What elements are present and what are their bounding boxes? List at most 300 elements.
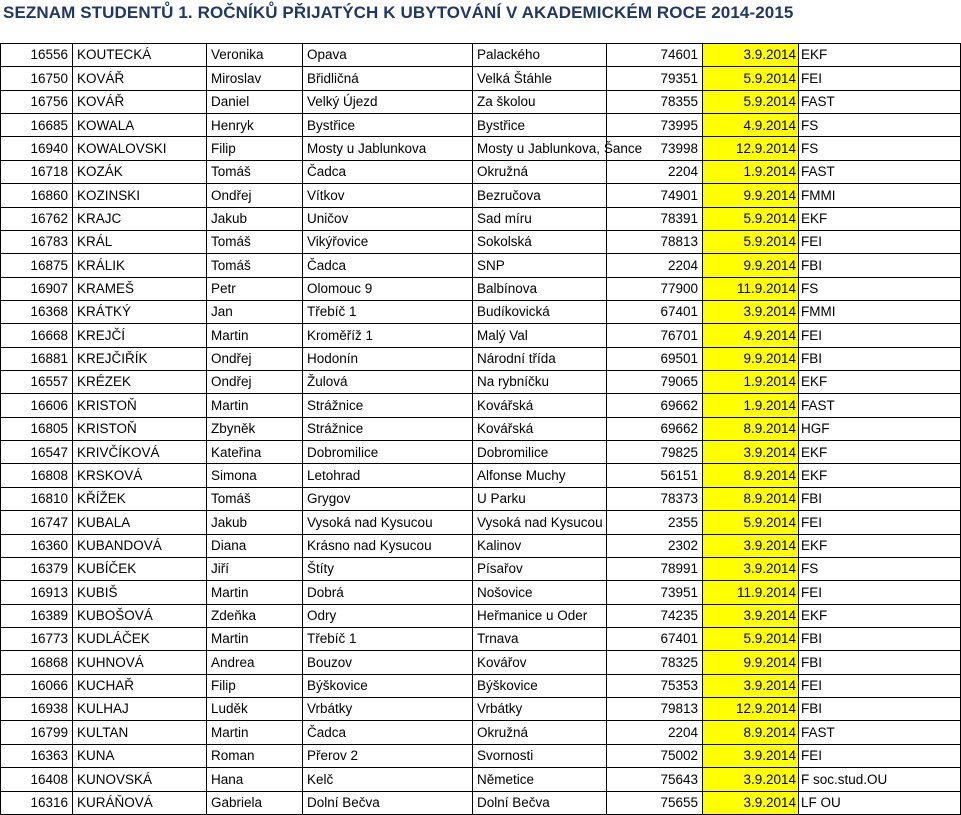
surname-cell: KREJČÍ <box>73 324 207 347</box>
table-row <box>1 464 961 487</box>
zip-cell: 69662 <box>607 417 703 440</box>
street-cell: Vrbátky <box>473 698 607 721</box>
surname-cell: KOUTECKÁ <box>73 44 207 67</box>
date-cell: 3.9.2014 <box>703 768 799 791</box>
table-row <box>1 207 961 230</box>
firstname-cell: Veronika <box>207 44 303 67</box>
surname-cell: KOZÁK <box>73 160 207 183</box>
date-cell: 4.9.2014 <box>703 114 799 137</box>
zip-cell: 67401 <box>607 300 703 323</box>
date-cell: 5.9.2014 <box>703 207 799 230</box>
faculty-cell: FEI <box>799 511 961 534</box>
date-cell: 12.9.2014 <box>703 698 799 721</box>
city-cell: Dobromilice <box>303 441 473 464</box>
street-cell: Okružná <box>473 160 607 183</box>
city-cell: Kelč <box>303 768 473 791</box>
table-row <box>1 44 961 67</box>
surname-cell: KUBÍČEK <box>73 557 207 580</box>
firstname-cell: Zdeňka <box>207 604 303 627</box>
date-cell: 5.9.2014 <box>703 511 799 534</box>
surname-cell: KUBOŠOVÁ <box>73 604 207 627</box>
date-cell: 9.9.2014 <box>703 254 799 277</box>
faculty-cell: FS <box>799 277 961 300</box>
city-cell: Vrbátky <box>303 698 473 721</box>
date-cell: 8.9.2014 <box>703 721 799 744</box>
firstname-cell: Jiří <box>207 557 303 580</box>
student-id-cell: 16750 <box>1 67 73 90</box>
surname-cell: KUCHAŘ <box>73 674 207 697</box>
street-cell: Bezručova <box>473 184 607 207</box>
table-row <box>1 487 961 510</box>
street-cell: Dobromilice <box>473 441 607 464</box>
student-id-cell: 16868 <box>1 651 73 674</box>
street-cell: Němetice <box>473 768 607 791</box>
street-cell: Dolní Bečva <box>473 791 607 814</box>
street-cell: Trnava <box>473 627 607 650</box>
zip-cell: 73998 <box>607 137 703 160</box>
table-row <box>1 534 961 557</box>
zip-cell: 74901 <box>607 184 703 207</box>
table-row <box>1 324 961 347</box>
student-id-cell: 16368 <box>1 300 73 323</box>
street-cell: Budíkovická <box>473 300 607 323</box>
city-cell: Třebíč 1 <box>303 627 473 650</box>
surname-cell: KOVÁŘ <box>73 90 207 113</box>
date-cell: 3.9.2014 <box>703 791 799 814</box>
street-cell: Alfonse Muchy <box>473 464 607 487</box>
city-cell: Kroměříž 1 <box>303 324 473 347</box>
faculty-cell: FEI <box>799 744 961 767</box>
zip-cell: 78391 <box>607 207 703 230</box>
zip-cell: 2302 <box>607 534 703 557</box>
table-row <box>1 137 961 160</box>
firstname-cell: Zbyněk <box>207 417 303 440</box>
zip-cell: 78373 <box>607 487 703 510</box>
student-id-cell: 16860 <box>1 184 73 207</box>
faculty-cell: FAST <box>799 721 961 744</box>
city-cell: Třebíč 1 <box>303 300 473 323</box>
faculty-cell: EKF <box>799 441 961 464</box>
date-cell: 3.9.2014 <box>703 557 799 580</box>
city-cell: Opava <box>303 44 473 67</box>
faculty-cell: EKF <box>799 534 961 557</box>
student-id-cell: 16363 <box>1 744 73 767</box>
city-cell: Olomouc 9 <box>303 277 473 300</box>
city-cell: Břidličná <box>303 67 473 90</box>
faculty-cell: FEI <box>799 230 961 253</box>
faculty-cell: FEI <box>799 67 961 90</box>
firstname-cell: Ondřej <box>207 184 303 207</box>
street-cell: U Parku <box>473 487 607 510</box>
surname-cell: KOWALA <box>73 114 207 137</box>
surname-cell: KURÁŇOVÁ <box>73 791 207 814</box>
faculty-cell: FMMI <box>799 184 961 207</box>
student-id-cell: 16379 <box>1 557 73 580</box>
date-cell: 9.9.2014 <box>703 347 799 370</box>
street-cell: Býškovice <box>473 674 607 697</box>
student-id-cell: 16773 <box>1 627 73 650</box>
student-id-cell: 16316 <box>1 791 73 814</box>
faculty-cell: FEI <box>799 324 961 347</box>
faculty-cell: FBI <box>799 347 961 370</box>
table-row <box>1 744 961 767</box>
firstname-cell: Martin <box>207 627 303 650</box>
zip-cell: 77900 <box>607 277 703 300</box>
city-cell: Hodonín <box>303 347 473 370</box>
street-cell: Heřmanice u Oder <box>473 604 607 627</box>
surname-cell: KUDLÁČEK <box>73 627 207 650</box>
faculty-cell: FAST <box>799 394 961 417</box>
street-cell: Vysoká nad Kysucou <box>473 511 607 534</box>
table-row <box>1 441 961 464</box>
table-row <box>1 791 961 814</box>
firstname-cell: Jan <box>207 300 303 323</box>
street-cell: Okružná <box>473 721 607 744</box>
street-cell: Nošovice <box>473 581 607 604</box>
city-cell: Žulová <box>303 371 473 394</box>
table-row <box>1 90 961 113</box>
city-cell: Mosty u Jablunkova <box>303 137 473 160</box>
faculty-cell: FS <box>799 114 961 137</box>
city-cell: Bystřice <box>303 114 473 137</box>
date-cell: 12.9.2014 <box>703 137 799 160</box>
student-id-cell: 16875 <box>1 254 73 277</box>
faculty-cell: FMMI <box>799 300 961 323</box>
firstname-cell: Gabriela <box>207 791 303 814</box>
surname-cell: KOZINSKI <box>73 184 207 207</box>
surname-cell: KRÉZEK <box>73 371 207 394</box>
city-cell: Vysoká nad Kysucou <box>303 511 473 534</box>
city-cell: Bouzov <box>303 651 473 674</box>
city-cell: Strážnice <box>303 417 473 440</box>
date-cell: 9.9.2014 <box>703 184 799 207</box>
firstname-cell: Filip <box>207 674 303 697</box>
table-row <box>1 768 961 791</box>
surname-cell: KREJČIŘÍK <box>73 347 207 370</box>
zip-cell: 78813 <box>607 230 703 253</box>
student-id-cell: 16756 <box>1 90 73 113</box>
date-cell: 3.9.2014 <box>703 674 799 697</box>
date-cell: 3.9.2014 <box>703 604 799 627</box>
street-cell: Národní třída <box>473 347 607 370</box>
street-cell: Na rybníčku <box>473 371 607 394</box>
street-cell: Kalinov <box>473 534 607 557</box>
date-cell: 1.9.2014 <box>703 394 799 417</box>
table-row <box>1 511 961 534</box>
zip-cell: 75353 <box>607 674 703 697</box>
faculty-cell: EKF <box>799 44 961 67</box>
student-id-cell: 16805 <box>1 417 73 440</box>
firstname-cell: Filip <box>207 137 303 160</box>
date-cell: 3.9.2014 <box>703 44 799 67</box>
table-row <box>1 184 961 207</box>
city-cell: Vítkov <box>303 184 473 207</box>
surname-cell: KOWALOVSKI <box>73 137 207 160</box>
student-id-cell: 16668 <box>1 324 73 347</box>
zip-cell: 75002 <box>607 744 703 767</box>
faculty-cell: F soc.stud.OU <box>799 768 961 791</box>
date-cell: 1.9.2014 <box>703 371 799 394</box>
student-id-cell: 16762 <box>1 207 73 230</box>
city-cell: Štíty <box>303 557 473 580</box>
firstname-cell: Diana <box>207 534 303 557</box>
table-row <box>1 651 961 674</box>
table-row <box>1 417 961 440</box>
street-cell: Kovářská <box>473 394 607 417</box>
table-row <box>1 581 961 604</box>
page-title: SEZNAM STUDENTŮ 1. ROČNÍKŮ PŘIJATÝCH K UBYTOVÁNÍ V AKADEMICKÉM ROCE 2014-2015 <box>3 3 794 22</box>
table-row <box>1 698 961 721</box>
surname-cell: KUBANDOVÁ <box>73 534 207 557</box>
student-id-cell: 16389 <box>1 604 73 627</box>
zip-cell: 2204 <box>607 254 703 277</box>
zip-cell: 2204 <box>607 160 703 183</box>
firstname-cell: Hana <box>207 768 303 791</box>
date-cell: 8.9.2014 <box>703 464 799 487</box>
table-row <box>1 627 961 650</box>
student-id-cell: 16940 <box>1 137 73 160</box>
street-cell: Svornosti <box>473 744 607 767</box>
zip-cell: 74601 <box>607 44 703 67</box>
surname-cell: KRIVČÍKOVÁ <box>73 441 207 464</box>
faculty-cell: EKF <box>799 464 961 487</box>
firstname-cell: Jakub <box>207 207 303 230</box>
street-cell: Palackého <box>473 44 607 67</box>
surname-cell: KUHNOVÁ <box>73 651 207 674</box>
city-cell: Strážnice <box>303 394 473 417</box>
firstname-cell: Ondřej <box>207 347 303 370</box>
faculty-cell: EKF <box>799 371 961 394</box>
street-cell: Písařov <box>473 557 607 580</box>
date-cell: 11.9.2014 <box>703 277 799 300</box>
firstname-cell: Ondřej <box>207 371 303 394</box>
zip-cell: 2355 <box>607 511 703 534</box>
date-cell: 11.9.2014 <box>703 581 799 604</box>
city-cell: Čadca <box>303 160 473 183</box>
firstname-cell: Daniel <box>207 90 303 113</box>
students-table <box>0 43 961 815</box>
surname-cell: KŘÍŽEK <box>73 487 207 510</box>
student-id-cell: 16066 <box>1 674 73 697</box>
faculty-cell: FS <box>799 137 961 160</box>
faculty-cell: FBI <box>799 487 961 510</box>
faculty-cell: FS <box>799 557 961 580</box>
table-row <box>1 394 961 417</box>
table-row <box>1 347 961 370</box>
table-row <box>1 721 961 744</box>
date-cell: 9.9.2014 <box>703 651 799 674</box>
city-cell: Býškovice <box>303 674 473 697</box>
firstname-cell: Tomáš <box>207 487 303 510</box>
city-cell: Krásno nad Kysucou <box>303 534 473 557</box>
table-row <box>1 254 961 277</box>
date-cell: 1.9.2014 <box>703 160 799 183</box>
zip-cell: 67401 <box>607 627 703 650</box>
street-cell: Sokolská <box>473 230 607 253</box>
city-cell: Přerov 2 <box>303 744 473 767</box>
surname-cell: KRÁL <box>73 230 207 253</box>
zip-cell: 75655 <box>607 791 703 814</box>
student-id-cell: 16718 <box>1 160 73 183</box>
firstname-cell: Martin <box>207 324 303 347</box>
city-cell: Čadca <box>303 721 473 744</box>
faculty-cell: HGF <box>799 417 961 440</box>
city-cell: Grygov <box>303 487 473 510</box>
firstname-cell: Tomáš <box>207 160 303 183</box>
street-cell: Mosty u Jablunkova, Šance <box>473 137 607 160</box>
student-id-cell: 16808 <box>1 464 73 487</box>
table-row <box>1 557 961 580</box>
surname-cell: KRSKOVÁ <box>73 464 207 487</box>
firstname-cell: Miroslav <box>207 67 303 90</box>
firstname-cell: Martin <box>207 581 303 604</box>
street-cell: Malý Val <box>473 324 607 347</box>
firstname-cell: Petr <box>207 277 303 300</box>
surname-cell: KRÁTKÝ <box>73 300 207 323</box>
zip-cell: 69662 <box>607 394 703 417</box>
date-cell: 3.9.2014 <box>703 534 799 557</box>
student-id-cell: 16556 <box>1 44 73 67</box>
student-id-cell: 16783 <box>1 230 73 253</box>
firstname-cell: Jakub <box>207 511 303 534</box>
date-cell: 3.9.2014 <box>703 744 799 767</box>
student-id-cell: 16360 <box>1 534 73 557</box>
table-row <box>1 674 961 697</box>
faculty-cell: FBI <box>799 651 961 674</box>
student-id-cell: 16881 <box>1 347 73 370</box>
surname-cell: KUNA <box>73 744 207 767</box>
firstname-cell: Andrea <box>207 651 303 674</box>
date-cell: 5.9.2014 <box>703 627 799 650</box>
zip-cell: 78325 <box>607 651 703 674</box>
surname-cell: KOVÁŘ <box>73 67 207 90</box>
student-id-cell: 16913 <box>1 581 73 604</box>
student-id-cell: 16938 <box>1 698 73 721</box>
firstname-cell: Martin <box>207 721 303 744</box>
firstname-cell: Henryk <box>207 114 303 137</box>
faculty-cell: FBI <box>799 698 961 721</box>
student-id-cell: 16557 <box>1 371 73 394</box>
zip-cell: 56151 <box>607 464 703 487</box>
date-cell: 5.9.2014 <box>703 67 799 90</box>
table-row <box>1 67 961 90</box>
street-cell: SNP <box>473 254 607 277</box>
surname-cell: KUBALA <box>73 511 207 534</box>
table-row <box>1 160 961 183</box>
surname-cell: KULHAJ <box>73 698 207 721</box>
firstname-cell: Tomáš <box>207 230 303 253</box>
street-cell: Za školou <box>473 90 607 113</box>
table-row <box>1 371 961 394</box>
zip-cell: 79351 <box>607 67 703 90</box>
zip-cell: 69501 <box>607 347 703 370</box>
date-cell: 3.9.2014 <box>703 300 799 323</box>
zip-cell: 79065 <box>607 371 703 394</box>
table-row <box>1 604 961 627</box>
date-cell: 8.9.2014 <box>703 417 799 440</box>
city-cell: Velký Újezd <box>303 90 473 113</box>
zip-cell: 76701 <box>607 324 703 347</box>
street-cell: Kovářov <box>473 651 607 674</box>
student-id-cell: 16747 <box>1 511 73 534</box>
zip-cell: 73995 <box>607 114 703 137</box>
zip-cell: 78355 <box>607 90 703 113</box>
faculty-cell: FAST <box>799 160 961 183</box>
faculty-cell: FAST <box>799 90 961 113</box>
zip-cell: 78991 <box>607 557 703 580</box>
faculty-cell: EKF <box>799 207 961 230</box>
zip-cell: 74235 <box>607 604 703 627</box>
street-cell: Velká Štáhle <box>473 67 607 90</box>
city-cell: Uničov <box>303 207 473 230</box>
firstname-cell: Roman <box>207 744 303 767</box>
faculty-cell: FBI <box>799 254 961 277</box>
faculty-cell: EKF <box>799 604 961 627</box>
surname-cell: KRÁLIK <box>73 254 207 277</box>
surname-cell: KUNOVSKÁ <box>73 768 207 791</box>
zip-cell: 79813 <box>607 698 703 721</box>
surname-cell: KUBIŠ <box>73 581 207 604</box>
date-cell: 4.9.2014 <box>703 324 799 347</box>
student-id-cell: 16810 <box>1 487 73 510</box>
firstname-cell: Simona <box>207 464 303 487</box>
city-cell: Odry <box>303 604 473 627</box>
firstname-cell: Martin <box>207 394 303 417</box>
firstname-cell: Kateřina <box>207 441 303 464</box>
faculty-cell: FEI <box>799 674 961 697</box>
student-id-cell: 16408 <box>1 768 73 791</box>
student-id-cell: 16606 <box>1 394 73 417</box>
faculty-cell: FBI <box>799 627 961 650</box>
faculty-cell: LF OU <box>799 791 961 814</box>
surname-cell: KULTAN <box>73 721 207 744</box>
table-row <box>1 114 961 137</box>
table-row <box>1 277 961 300</box>
surname-cell: KRISTOŇ <box>73 417 207 440</box>
street-cell: Balbínova <box>473 277 607 300</box>
street-cell: Sad míru <box>473 207 607 230</box>
date-cell: 3.9.2014 <box>703 441 799 464</box>
city-cell: Vikýřovice <box>303 230 473 253</box>
firstname-cell: Tomáš <box>207 254 303 277</box>
surname-cell: KRAMEŠ <box>73 277 207 300</box>
city-cell: Dolní Bečva <box>303 791 473 814</box>
street-cell: Kovářská <box>473 417 607 440</box>
student-id-cell: 16547 <box>1 441 73 464</box>
city-cell: Letohrad <box>303 464 473 487</box>
street-cell: Bystřice <box>473 114 607 137</box>
city-cell: Čadca <box>303 254 473 277</box>
faculty-cell: FEI <box>799 581 961 604</box>
date-cell: 8.9.2014 <box>703 487 799 510</box>
students-table-body <box>1 44 961 815</box>
date-cell: 5.9.2014 <box>703 230 799 253</box>
surname-cell: KRAJC <box>73 207 207 230</box>
table-row <box>1 230 961 253</box>
firstname-cell: Luděk <box>207 698 303 721</box>
city-cell: Dobrá <box>303 581 473 604</box>
surname-cell: KRISTOŇ <box>73 394 207 417</box>
student-id-cell: 16799 <box>1 721 73 744</box>
zip-cell: 73951 <box>607 581 703 604</box>
student-id-cell: 16907 <box>1 277 73 300</box>
date-cell: 5.9.2014 <box>703 90 799 113</box>
zip-cell: 79825 <box>607 441 703 464</box>
student-id-cell: 16685 <box>1 114 73 137</box>
table-row <box>1 300 961 323</box>
zip-cell: 75643 <box>607 768 703 791</box>
zip-cell: 2204 <box>607 721 703 744</box>
